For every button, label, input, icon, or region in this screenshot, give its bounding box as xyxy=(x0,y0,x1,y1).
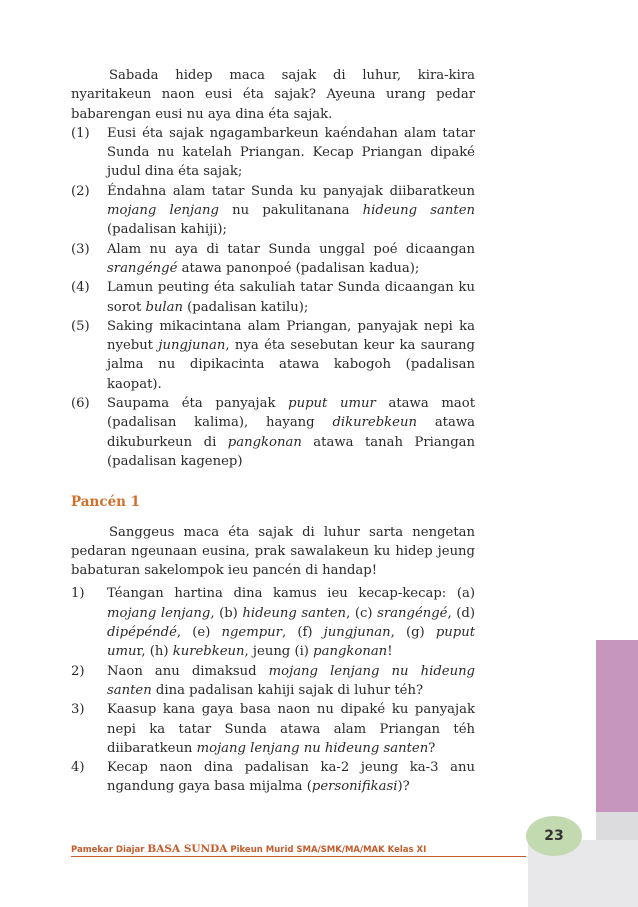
footer-prefix: Pamekar Diajar xyxy=(71,845,148,855)
text-run: Téangan hartina dina kamus ieu kecap-kecap: (a) xyxy=(107,586,475,602)
italic-term: personifikasi xyxy=(311,779,398,795)
task-item-text xyxy=(107,758,475,797)
italic-term: pangkonan xyxy=(313,644,388,660)
points-list xyxy=(71,124,475,471)
task-item-number: 4) xyxy=(71,760,85,776)
text-run: ? xyxy=(428,740,436,756)
text-run: Kecap naon dina padalisan ka-2 jeung ka-3 anu ngandung gaya basa mijalma ( xyxy=(107,760,475,795)
text-run: Saupama éta panyajak xyxy=(107,396,289,412)
task-item-number: 1) xyxy=(71,586,85,602)
text-run: Éndahna alam tatar Sunda ku panyajak diibaratkeun xyxy=(107,183,475,199)
italic-term: jungjunan xyxy=(158,338,226,354)
footer-suffix: Pikeun Murid SMA/SMK/MA/MAK Kelas XI xyxy=(227,845,427,855)
text-run: atawa dikuburkeun di xyxy=(107,415,475,450)
point-item-text xyxy=(107,317,475,394)
text-run: Kaasup kana gaya basa naon nu dipaké ku panyajak nepi ka tatar Sunda atawa alam Priangan téh diibaratkeun xyxy=(107,702,475,756)
italic-term: kurebkeun xyxy=(172,644,245,660)
italic-term: puput umu xyxy=(107,625,476,660)
footer-text xyxy=(71,843,426,855)
text-run: , (b) xyxy=(210,605,243,621)
point-item xyxy=(71,394,475,471)
point-item-text xyxy=(107,240,475,279)
text-run: Eusi éta sajak ngagambarkeun kaéndahan alam tatar Sunda nu katelah Priangan. Kecap Priangan dipaké judul dina éta sajak; xyxy=(107,125,475,180)
italic-term: mojang lenjang xyxy=(107,203,219,219)
text-run: nu pakulitanana xyxy=(218,203,363,219)
point-item-number: (2) xyxy=(71,183,90,199)
task-item-text xyxy=(107,662,475,701)
text-run: (padalisan kahiji); xyxy=(107,222,227,238)
point-item-number: (6) xyxy=(71,396,90,412)
footer-divider xyxy=(71,856,526,857)
point-item-number: (4) xyxy=(71,280,90,296)
text-run: Saking mikacintana alam Priangan, panyajak nepi ka nyebut xyxy=(107,318,475,354)
point-item xyxy=(71,124,475,182)
text-run: atawa maot (padalisan kalima), hayang xyxy=(107,396,475,431)
task-item-number: 2) xyxy=(71,663,85,679)
italic-term: dipépéndé xyxy=(107,625,177,641)
text-run: , (c) xyxy=(346,605,378,621)
italic-term: pangkonan xyxy=(227,434,302,450)
point-item-text xyxy=(107,124,475,182)
task-item-text xyxy=(107,584,475,661)
task-item xyxy=(71,584,475,661)
text-run: Lamun peuting éta sakuliah tatar Sunda dicaangan ku sorot xyxy=(107,280,475,315)
text-run: )? xyxy=(397,779,410,795)
italic-term: mojang lenjang nu hideung santen xyxy=(107,663,476,698)
page-content xyxy=(71,66,475,797)
italic-term: mojang lenjang xyxy=(107,605,211,621)
task-item xyxy=(71,662,475,701)
text-run: ! xyxy=(387,644,393,660)
point-item xyxy=(71,278,475,317)
italic-term: jungjunan xyxy=(323,625,391,641)
text-run: r, (h) xyxy=(136,644,173,660)
italic-term: puput umur xyxy=(288,396,376,412)
intro-paragraph: Sabada hidep maca sajak di luhur, kira-kira nyaritakeun naon eusi éta sajak? Ayeuna urang pedar babarengan eusi nu aya dina éta sajak. xyxy=(71,68,475,122)
page-number-badge: 23 xyxy=(526,816,582,856)
section-heading: Pancén 1 xyxy=(71,494,141,511)
italic-term: hideung santen xyxy=(362,203,475,219)
point-item-text xyxy=(107,394,475,471)
text-run: , (d) xyxy=(447,605,475,621)
text-run: , (f) xyxy=(281,625,324,641)
point-item-text xyxy=(107,278,475,317)
point-item-number: (5) xyxy=(71,318,90,334)
text-run: dina padalisan kahiji sajak di luhur téh? xyxy=(151,682,424,698)
italic-term: mojang lenjang nu hideung santen xyxy=(196,740,429,756)
task-item xyxy=(71,700,475,758)
point-item xyxy=(71,240,475,279)
footer-book-title: BASA SUNDA xyxy=(147,843,228,855)
text-run: , nya éta sesebutan keur ka saurang jalma nu dipikacinta atawa kabogoh (padalisan kaopat). xyxy=(107,338,475,392)
italic-term: hideung santen xyxy=(242,605,347,621)
text-run: , (e) xyxy=(176,625,222,641)
text-run: , (g) xyxy=(390,625,436,641)
italic-term: dikurebkeun xyxy=(332,415,417,431)
text-run: Naon anu dimaksud xyxy=(107,663,269,679)
text-run: Alam nu aya di tatar Sunda unggal poé dicaangan xyxy=(107,241,475,257)
instruction-paragraph: Sanggeus maca éta sajak di luhur sarta nengetan pedaran ngeunaan eusina, prak sawalakeun ku hidep jeung babaturan sakelompok ieu pancén di handap! xyxy=(71,524,475,579)
italic-term: bulan xyxy=(145,299,183,315)
italic-term: ngempur xyxy=(221,625,282,641)
task-item-text xyxy=(107,700,475,758)
task-item-number: 3) xyxy=(71,702,85,718)
text-run: atawa tanah Priangan (padalisan kagenep) xyxy=(107,434,475,469)
point-item xyxy=(71,317,475,394)
point-item xyxy=(71,182,475,240)
italic-term: srangéngé xyxy=(377,605,448,621)
point-item-text xyxy=(107,182,475,240)
tasks-list xyxy=(71,584,475,796)
point-item-number: (1) xyxy=(71,125,90,141)
text-run: atawa panonpoé (padalisan kadua); xyxy=(177,260,420,276)
task-item xyxy=(71,758,475,797)
point-item-number: (3) xyxy=(71,241,90,257)
text-run: (padalisan katilu); xyxy=(182,299,309,315)
text-run: , jeung (i) xyxy=(244,644,314,660)
side-tab-decoration xyxy=(596,640,638,812)
italic-term: srangéngé xyxy=(107,260,178,276)
